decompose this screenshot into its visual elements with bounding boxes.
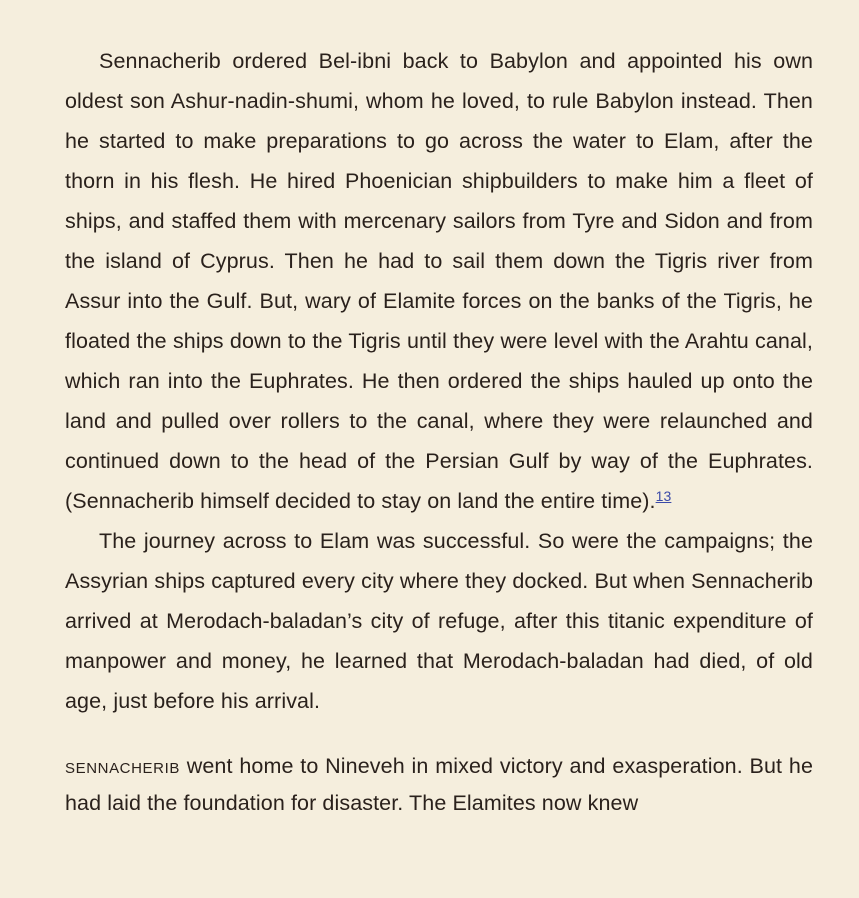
section-break <box>65 721 813 748</box>
paragraph-1-text: Sennacherib ordered Bel-ibni back to Babylon and appointed his own oldest son Ashur-nadin-shumi, whom he loved, to rule Babylon instead. Then he started to make preparations to go across the water to Elam, after the thorn in his flesh. He hired Phoenician shipbuilders to make him a fleet of ships, and staffed them with mercenary sailors from Tyre and Sidon and from the island of Cyprus. Then he had to sail them down the Tigris river from Assur into the Gulf. But, wary of Elamite forces on the banks of the Tigris, he floated the ships down to the Tigris until they were level with the Arahtu canal, which ran into the Euphrates. He then ordered the ships hauled up onto the land and pulled over rollers to the canal, where they were relaunched and continued down to the head of the Persian Gulf by way of the Euphrates. (Sennacherib himself decided to stay on land the entire time). <box>65 49 813 513</box>
book-page <box>65 41 813 822</box>
section-lead-word: sennacherib <box>65 754 180 778</box>
paragraph-3 <box>65 748 813 822</box>
paragraph-2 <box>65 521 813 721</box>
footnote-link-13[interactable]: 13 <box>655 488 672 504</box>
paragraph-2-text: The journey across to Elam was successful. So were the campaigns; the Assyrian ships captured every city where they docked. But when Sennacherib arrived at Merodach-baladan’s city of refuge, after this titanic expenditure of manpower and money, he learned that Merodach-baladan had died, of old age, just before his arrival. <box>65 529 813 713</box>
paragraph-3-text: went home to Nineveh in mixed victory and exasperation. But he had laid the foundation for disaster. The Elamites now knew <box>65 754 813 815</box>
paragraph-1 <box>65 41 813 521</box>
